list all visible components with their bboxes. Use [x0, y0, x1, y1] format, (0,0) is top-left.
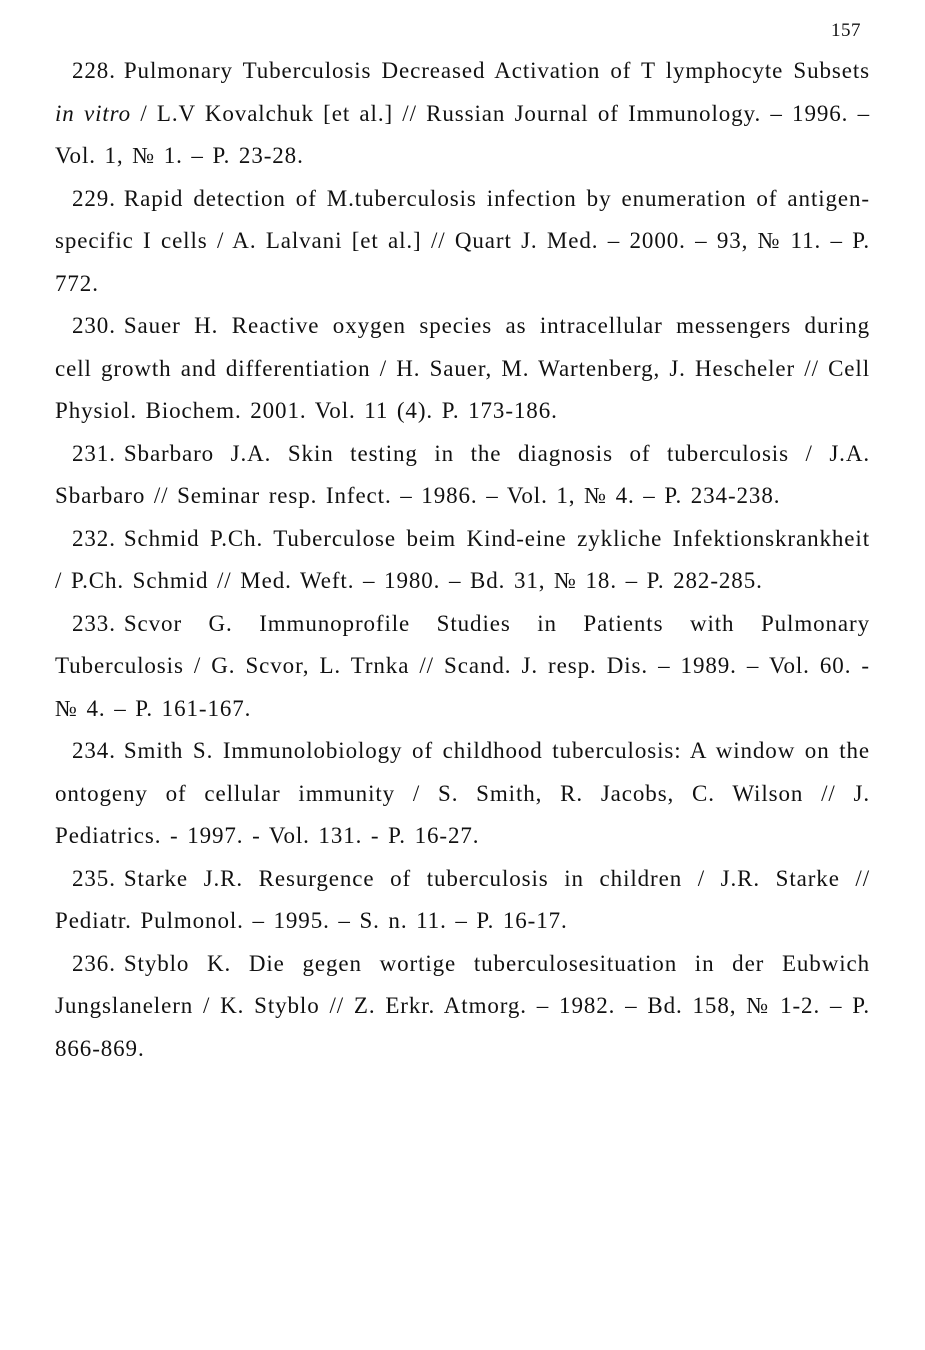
reference-text: Styblo K. Die gegen wortige tuberculosesituation in der Eubwich Jungslanelern / K. Styblo // Z. Erkr. Atmorg. – 1982. – Bd. 158, № 1-2. – P. 866-869.	[55, 950, 870, 1061]
reference-text-continued: / L.V Kovalchuk [et al.] // Russian Journal of Immunology. – 1996. – Vol. 1, № 1. – P. 23-28.	[55, 100, 870, 168]
reference-number: 230.	[72, 313, 116, 338]
reference-number: 228.	[72, 58, 116, 83]
reference-text: Scvor G. Immunoprofile Studies in Patients with Pulmonary Tuberculosis / G. Scvor, L. Trnka // Scand. J. resp. Dis. – 1989. – Vol. 60. - № 4. – P. 161-167.	[55, 610, 870, 721]
reference-text: Pulmonary Tuberculosis Decreased Activation of T lymphocyte Subsets	[123, 58, 870, 83]
reference-text: Sbarbaro J.A. Skin testing in the diagnosis of tuberculosis / J.A. Sbarbaro // Seminar resp. Infect. – 1986. – Vol. 1, № 4. – P. 234-238.	[55, 440, 870, 508]
reference-item-229	[55, 178, 870, 306]
reference-number: 233.	[72, 610, 116, 636]
page-number: 157	[831, 20, 861, 41]
reference-number: 236.	[72, 950, 116, 976]
reference-number: 234.	[72, 738, 116, 763]
reference-item-231	[55, 433, 870, 518]
reference-number: 232.	[72, 525, 116, 551]
reference-item-236	[55, 943, 870, 1071]
reference-text: Rapid detection of M.tuberculosis infection by enumeration of antigen-specific I cells / A. Lalvani [et al.] // Quart J. Med. – 2000. – 93, № 11. – P. 772.	[55, 185, 870, 296]
reference-item-235	[55, 858, 870, 943]
reference-item-230	[55, 305, 870, 433]
reference-number: 231.	[72, 440, 116, 466]
reference-item-233	[55, 603, 870, 731]
reference-text: Schmid P.Ch. Tuberculose beim Kind-eine zykliche Infektionskrankheit / P.Ch. Schmid // Med. Weft. – 1980. – Bd. 31, № 18. – P. 282-285.	[55, 525, 870, 593]
reference-number: 235.	[72, 865, 116, 891]
reference-text: Starke J.R. Resurgence of tuberculosis in children / J.R. Starke // Pediatr. Pulmonol. – 1995. – S. n. 11. – P. 16-17.	[55, 865, 870, 933]
reference-list	[55, 50, 870, 1070]
reference-item-228	[55, 50, 870, 178]
reference-item-232	[55, 518, 870, 603]
reference-item-234	[55, 730, 870, 858]
reference-text: Smith S. Immunolobiology of childhood tuberculosis: A window on the ontogeny of cellular immunity / S. Smith, R. Jacobs, C. Wilson // J. Pediatrics. - 1997. - Vol. 131. - P. 16-27.	[55, 738, 870, 848]
reference-text: Sauer H. Reactive oxygen species as intracellular messengers during cell growth and differentiation / H. Sauer, M. Wartenberg, J. Hescheler // Cell Physiol. Biochem. 2001. Vol. 11 (4). P. 173-186.	[55, 313, 870, 423]
reference-number: 229.	[72, 185, 116, 211]
reference-italic-text: in vitro	[55, 100, 132, 126]
